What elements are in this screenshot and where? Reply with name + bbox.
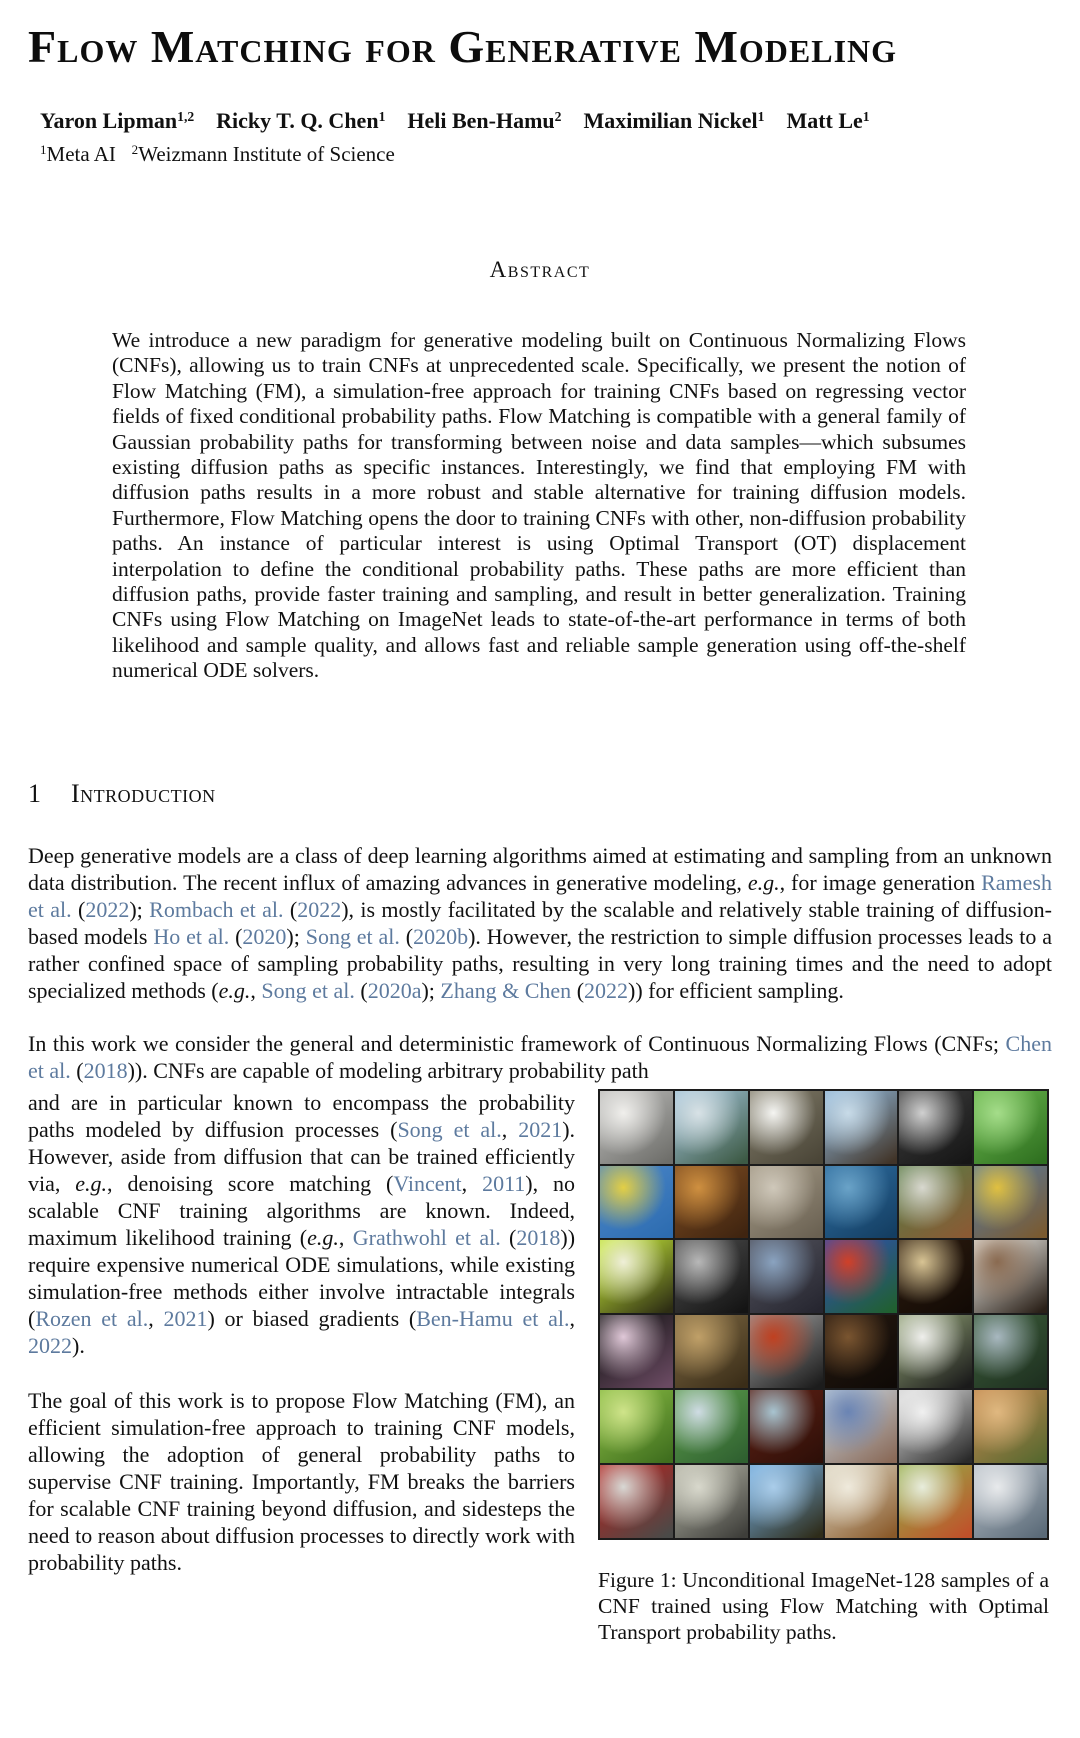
text-run: );	[129, 896, 150, 922]
intro-paragraph-3: The goal of this work is to propose Flow Matching (FM), an efficient simulation-free approach to training CNF models, allowing the adoption of general probability paths to supervise CNF training. Importantly, FM breaks the barriers for scalable CNF training beyond diffusion, and sidesteps the need to reason about diffusion processes to directly work with probability paths.	[28, 1387, 575, 1575]
text-run: e.g.	[75, 1170, 108, 1196]
citation-link[interactable]: 2022	[297, 896, 342, 922]
text-run: 1	[757, 108, 765, 124]
text-run: (	[500, 1224, 517, 1250]
citation-link[interactable]: 2022	[584, 977, 629, 1003]
text-run: );	[286, 923, 306, 949]
text-run: Heli Ben-Hamu	[407, 108, 555, 133]
figure-tile-tree-hollow	[750, 1091, 823, 1164]
text-run: (	[283, 896, 298, 922]
citation-link[interactable]: Chen et al.	[28, 1030, 1052, 1083]
text-run: );	[421, 977, 441, 1003]
text-run: ). However, the restriction to simple diffusion processes leads to a rather confined space of sampling probability paths, resulting in very long training times and the need to adopt specialized methods (	[28, 923, 1052, 1003]
figure-column	[595, 1089, 1052, 1645]
figure-tile-washing-machines	[899, 1390, 972, 1463]
text-run: ,	[250, 977, 262, 1003]
figure-tile-pasta-dish	[899, 1465, 972, 1538]
section-number: 1	[28, 778, 41, 808]
citation-link[interactable]: 2020a	[367, 977, 422, 1003]
figure-tile-two-people	[750, 1240, 823, 1313]
text-run: 2	[131, 141, 139, 157]
intro-paragraph-2-wrapped	[28, 1089, 575, 1359]
figure-tile-st-bernard-dog	[974, 1240, 1047, 1313]
citation-link[interactable]: 2021	[163, 1305, 208, 1331]
section-heading-introduction	[28, 780, 1052, 808]
text-run: ).	[72, 1332, 85, 1358]
text-run: and are in particular known to encompass the probability paths modeled by diffusion processes (	[28, 1089, 575, 1142]
text-run: ,	[338, 1224, 353, 1250]
figure-tile-yellow-bus	[974, 1166, 1047, 1239]
citation-link[interactable]: Ho et al.	[153, 923, 230, 949]
abstract-text: We introduce a new paradigm for generative modeling built on Continuous Normalizing Flows (CNFs), allowing us to train CNFs at unprecedented scale. Specifically, we present the notion of Flow Matching (FM), a simulation-free approach for training CNFs based on regressing vector fields of fixed conditional probability paths. Flow Matching is compatible with a general family of Gaussian probability paths for transforming between noise and data samples—which subsumes existing diffusion paths as specific instances. Interestingly, we find that employing FM with diffusion paths results in a more robust and stable alternative for training diffusion models. Furthermore, Flow Matching opens the door to training CNFs with other, non-diffusion probability paths. An instance of particular interest is using Optimal Transport (OT) displacement interpolation to define the conditional probability paths. These paths are more efficient than diffusion paths, provide faster training and sampling, and result in better generalization. Training CNFs using Flow Matching on ImageNet leads to state-of-the-art performance in terms of both likelihood and sample quality, and allows fast and reliable sample generation using off-the-shelf numerical ODE solvers.	[112, 328, 966, 683]
text-run	[764, 108, 786, 133]
text-run: Meta AI	[46, 142, 116, 166]
text-run: 1,2	[177, 108, 195, 124]
text-run: )) require expensive numerical ODE simulations, while existing simulation-free methods either involve intractable integrals (	[28, 1224, 576, 1331]
figure-tile-rooster	[750, 1315, 823, 1388]
citation-link[interactable]: 2022	[28, 1332, 72, 1358]
text-run: ). However, aside from diffusion that can be trained efficiently via,	[28, 1116, 576, 1196]
figure-tile-lynx	[974, 1390, 1047, 1463]
figure1-sample-grid	[598, 1089, 1049, 1540]
citation-link[interactable]: 2011	[482, 1170, 526, 1196]
figure-tile-laptop	[675, 1240, 748, 1313]
text-run: ), is mostly facilitated by the scalable and relatively stable training of diffusion-based models	[28, 896, 1052, 949]
citation-link[interactable]: 2022	[85, 896, 130, 922]
citation-link[interactable]: Vincent	[393, 1170, 462, 1196]
text-run: In this work we consider the general and deterministic framework of Continuous Normalizing Flows (CNFs;	[28, 1030, 1006, 1056]
text-run: ,	[569, 1305, 575, 1331]
citation-link[interactable]: Rombach et al.	[149, 896, 284, 922]
figure-tile-flying-bird	[750, 1465, 823, 1538]
text-run: )). CNFs are capable of modeling arbitrary probability path	[127, 1057, 649, 1083]
figure-tile-ceramic-jug	[825, 1465, 898, 1538]
figure1-caption: Figure 1: Unconditional ImageNet-128 samples of a CNF trained using Flow Matching with Optimal Transport probability paths.	[598, 1567, 1049, 1644]
text-run	[561, 108, 583, 133]
figure-tile-person-with-fish	[974, 1315, 1047, 1388]
text-run: 1	[378, 108, 386, 124]
text-run: e.g.	[218, 977, 251, 1003]
abstract-heading: Abstract	[489, 257, 591, 282]
affiliations-line	[28, 141, 1052, 170]
text-run: Deep generative models are a class of deep learning algorithms aimed at estimating and sampling from an unknown data distribution. The recent influx of amazing advances in generative modeling,	[28, 842, 1052, 895]
text-run	[194, 108, 216, 133]
paper-title: Flow Matching for Generative Modeling	[28, 21, 898, 72]
section-title: Introduction	[71, 778, 216, 808]
figure-tile-mountain-valley	[675, 1390, 748, 1463]
figure-tile-butterfly	[600, 1240, 673, 1313]
figure-tile-monkey	[675, 1315, 748, 1388]
figure-tile-pendant	[600, 1315, 673, 1388]
citation-link[interactable]: 2018	[516, 1224, 561, 1250]
figure-tile-sailing-ship	[825, 1091, 898, 1164]
text-run	[385, 108, 407, 133]
text-run: )) for efficient sampling.	[628, 977, 844, 1003]
figure-tile-elephant	[750, 1166, 823, 1239]
text-run: (	[354, 977, 368, 1003]
citation-link[interactable]: Song et al.	[305, 923, 400, 949]
figure-tile-bus	[974, 1465, 1047, 1538]
text-run: Yaron Lipman	[40, 108, 178, 133]
text-run: Maximilian Nickel	[583, 108, 758, 133]
figure-tile-cabbage	[974, 1091, 1047, 1164]
figure-tile-woman-blue-dress	[825, 1390, 898, 1463]
text-run: Ricky T. Q. Chen	[216, 108, 379, 133]
figure-tile-crane-bird	[675, 1465, 748, 1538]
figure-tile-wooden-chair	[825, 1315, 898, 1388]
text-run: ,	[148, 1305, 164, 1331]
text-run: 1	[862, 108, 870, 124]
figure-tile-beer-bottles	[899, 1240, 972, 1313]
text-run: ,	[501, 1116, 519, 1142]
figure-tile-red-truck	[600, 1465, 673, 1538]
figure-tile-harbor-boats	[675, 1091, 748, 1164]
figure-tile-caterpillar	[600, 1390, 673, 1463]
citation-link[interactable]: 2018	[83, 1057, 128, 1083]
figure-tile-dogs-with-people	[899, 1166, 972, 1239]
text-run: e.g.	[747, 869, 780, 895]
text-run: , for image generation	[779, 869, 982, 895]
two-column-wrap	[28, 1089, 1052, 1645]
citation-link[interactable]: Ben-Hamu et al.	[416, 1305, 570, 1331]
text-run: e.g.	[307, 1224, 339, 1250]
authors-line	[28, 108, 1052, 137]
citation-link[interactable]: Zhang & Chen	[440, 977, 572, 1003]
text-run: 2	[554, 108, 562, 124]
text-run: Matt Le	[786, 108, 863, 133]
figure-tile-cabinet	[750, 1390, 823, 1463]
intro-paragraph-2-fullwidth	[28, 1030, 1052, 1084]
intro-paragraph-1	[28, 842, 1052, 1004]
text-run: Weizmann Institute of Science	[138, 142, 395, 166]
text-run: (	[571, 977, 585, 1003]
left-text-column	[28, 1089, 575, 1576]
citation-link[interactable]: Rozen et al.	[35, 1305, 149, 1331]
text-run: ), no scalable CNF training algorithms are known. Indeed, maximum likelihood training (	[28, 1170, 575, 1250]
citation-link[interactable]: Song et al.	[397, 1116, 502, 1142]
figure-tile-shark	[825, 1166, 898, 1239]
text-run: ,	[461, 1170, 483, 1196]
citation-link[interactable]: Grathwohl et al.	[352, 1224, 501, 1250]
figure-tile-food-bowl	[675, 1166, 748, 1239]
text-run: ) or biased gradients (	[207, 1305, 417, 1331]
figure-tile-machinery	[899, 1091, 972, 1164]
text-run: (	[399, 923, 414, 949]
text-run	[116, 142, 132, 166]
citation-link[interactable]: Song et al.	[261, 977, 355, 1003]
figure-tile-hot-air-balloon	[600, 1166, 673, 1239]
figure-tile-parrot	[825, 1240, 898, 1313]
citation-link[interactable]: 2021	[518, 1116, 563, 1142]
figure-tile-keyboard	[600, 1091, 673, 1164]
citation-link[interactable]: Ramesh et al.	[28, 869, 1052, 922]
text-run: (	[70, 1057, 84, 1083]
text-run: , denoising score matching (	[107, 1170, 394, 1196]
citation-link[interactable]: 2020	[242, 923, 287, 949]
figure-tile-papillon-dogs	[899, 1315, 972, 1388]
text-run: (	[229, 923, 243, 949]
citation-link[interactable]: 2020b	[413, 923, 469, 949]
text-run: 1	[40, 141, 47, 157]
text-run: (	[71, 896, 86, 922]
